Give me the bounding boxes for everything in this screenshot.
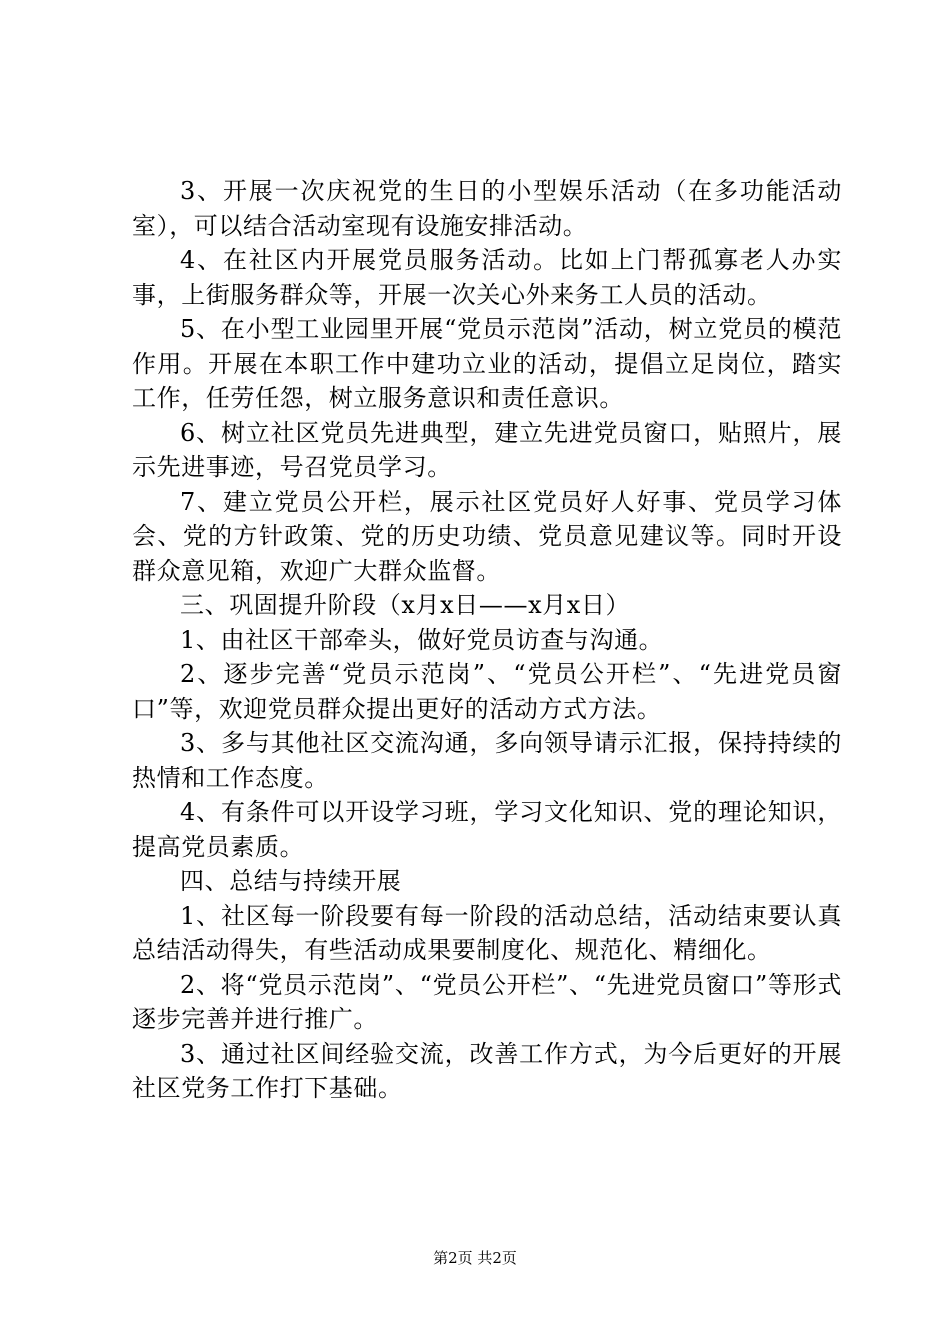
paragraph-activity-5: 5、在小型工业园里开展“党员示范岗”活动，树立党员的模范作用。开展在本职工作中建功立业的活动，提倡立足岗位，踏实工作，任劳任怨，树立服务意识和责任意识。 <box>132 315 842 412</box>
document-body <box>132 174 842 1106</box>
paragraph-summary-2: 2、将“党员示范岗”、“党员公开栏”、“先进党员窗口”等形式逐步完善并进行推广。 <box>132 970 842 1033</box>
paragraph-summary-1: 1、社区每一阶段要有每一阶段的活动总结，活动结束要认真总结活动得失，有些活动成果要制度化、规范化、精细化。 <box>132 901 842 964</box>
paragraph-activity-4: 4、在社区内开展党员服务活动。比如上门帮孤寡老人办实事，上街服务群众等，开展一次关心外来务工人员的活动。 <box>132 246 842 309</box>
paragraph-activity-3: 3、开展一次庆祝党的生日的小型娱乐活动（在多功能活动室），可以结合活动室现有设施安排活动。 <box>132 177 842 240</box>
paragraph-activity-7: 7、建立党员公开栏，展示社区党员好人好事、党员学习体会、党的方针政策、党的历史功绩、党员意见建议等。同时开设群众意见箱，欢迎广大群众监督。 <box>132 487 842 585</box>
section-heading-summary: 四、总结与持续开展 <box>180 867 402 895</box>
paragraph-consolidation-1: 1、由社区干部牵头，做好党员访查与沟通。 <box>180 625 664 654</box>
paragraph-consolidation-3: 3、多与其他社区交流沟通，多向领导请示汇报，保持持续的热情和工作态度。 <box>132 729 842 792</box>
paragraph-summary-3: 3、通过社区间经验交流，改善工作方式，为今后更好的开展社区党务工作打下基础。 <box>132 1039 842 1102</box>
paragraph-consolidation-2: 2、逐步完善“党员示范岗”、“党员公开栏”、“先进党员窗口”等，欢迎党员群众提出更好的活动方式方法。 <box>132 660 842 723</box>
paragraph-activity-6: 6、树立社区党员先进典型，建立先进党员窗口，贴照片，展示先进事迹，号召党员学习。 <box>132 418 842 481</box>
section-heading-consolidation: 三、巩固提升阶段（x月x日——x月x日） <box>180 591 631 619</box>
page-number-footer: 第2页 共2页 <box>433 1249 517 1267</box>
paragraph-consolidation-4: 4、有条件可以开设学习班，学习文化知识、党的理论知识，提高党员素质。 <box>132 798 842 861</box>
